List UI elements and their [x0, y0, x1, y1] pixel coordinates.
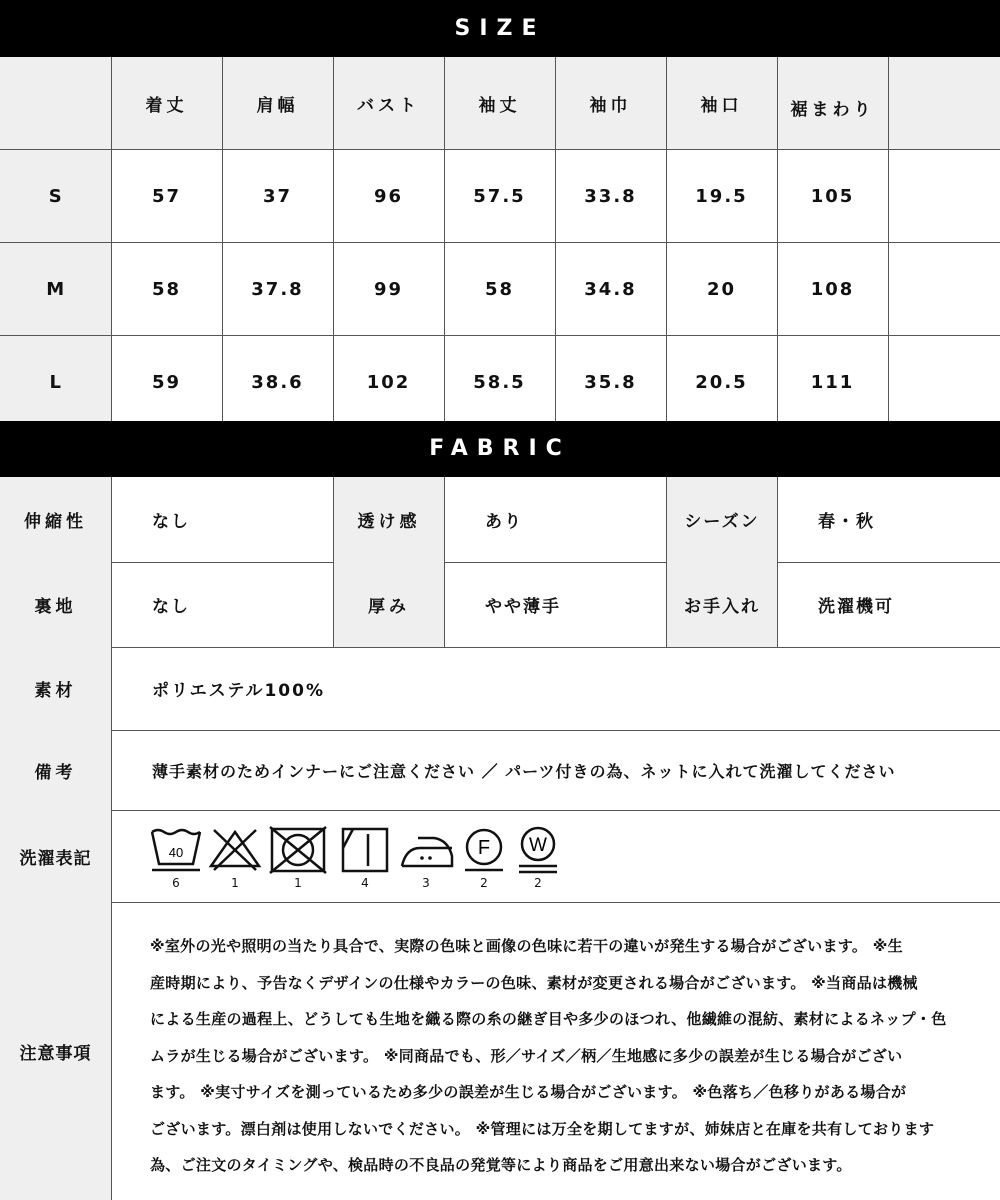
- notes-line: による生産の過程上、どうしても生地を織る際の糸の継ぎ目や多少のほつれ、他繊維の混紡、素材によるネップ・色: [150, 1010, 947, 1028]
- wash-label: 洗濯表記: [0, 810, 112, 902]
- table-cell: 19.5: [666, 150, 777, 243]
- stretch-value: なし: [112, 477, 334, 562]
- column-header: 着丈: [111, 57, 222, 150]
- wetclean-w-icon: [514, 826, 562, 874]
- notes-line: 為、ご注文のタイミングや、検品時の不良品の発覚等により商品をご用意出来ない場合がございます。: [150, 1156, 852, 1174]
- table-cell: 102: [333, 336, 444, 429]
- table-cell: 57.5: [444, 150, 555, 243]
- washtub-40-icon: [150, 826, 202, 874]
- notes-line: ※室外の光や照明の当たり具合で、実際の色味と画像の色味に若干の違いが発生する場合がございます。 ※生: [150, 937, 903, 955]
- empty-header-cell: [888, 57, 1000, 150]
- notes-line: 産時期により、予告なくデザインの仕様やカラーの色味、素材が変更される場合がございます。 ※当商品は機械: [150, 973, 918, 992]
- column-header: バスト: [333, 57, 444, 150]
- care-code: 3: [422, 876, 430, 890]
- empty-cell: [888, 150, 1000, 243]
- table-cell: 99: [333, 243, 444, 336]
- table-cell: 59: [111, 336, 222, 429]
- table-cell: 96: [333, 150, 444, 243]
- table-cell: 37: [222, 150, 333, 243]
- size-table: [0, 57, 1000, 429]
- notes-line: ございます。漂白剤は使用しないでください。 ※管理には万全を期してますが、姉妹店と在庫を共有しております: [150, 1119, 935, 1138]
- row-label: L: [0, 336, 111, 429]
- table-cell: 38.6: [222, 336, 333, 429]
- column-header: 裾まわり: [777, 57, 888, 150]
- sheer-value: あり: [445, 477, 667, 562]
- svg-text:W: W: [529, 835, 547, 856]
- empty-cell: [888, 243, 1000, 336]
- care-code: 2: [534, 876, 542, 890]
- fabric-row-details: [0, 562, 1000, 648]
- care-code: 1: [294, 876, 302, 890]
- table-row: [0, 336, 1000, 429]
- notes-line: ます。 ※実寸サイズを測っているため多少の誤差が生じる場合がございます。 ※色落ち／色移りがある場合が: [150, 1083, 907, 1101]
- table-cell: 20.5: [666, 336, 777, 429]
- notes-label: 注意事項: [0, 902, 112, 1200]
- notes-line: ムラが生じる場合がございます。 ※同商品でも、形／サイズ／柄／生地感に多少の誤差が生じる場合がござい: [150, 1046, 903, 1065]
- table-cell: 37.8: [222, 243, 333, 336]
- size-header-row: [0, 57, 1000, 150]
- care-code: 1: [231, 876, 239, 890]
- season-value: 春・秋: [818, 512, 875, 532]
- table-row: [0, 243, 1000, 336]
- svg-text:F: F: [477, 837, 491, 859]
- column-header: 袖口: [666, 57, 777, 150]
- table-cell: 108: [777, 243, 888, 336]
- table-cell: 35.8: [555, 336, 666, 429]
- sheer-label: 透け感: [334, 477, 445, 562]
- thickness-label: 厚み: [334, 562, 445, 647]
- table-cell: 111: [777, 336, 888, 429]
- column-header: 肩幅: [222, 57, 333, 150]
- fabric-row-remarks: [0, 730, 1000, 811]
- empty-cell: [888, 336, 1000, 429]
- care-code: 6: [172, 876, 180, 890]
- size-corner-cell: [0, 57, 111, 150]
- no-bleach-icon: [208, 826, 262, 874]
- table-cell: 34.8: [555, 243, 666, 336]
- fabric-section-header: FABRIC: [0, 421, 1000, 477]
- remarks-value: 薄手素材のためインナーにご注意ください ／ パーツ付きの為、ネットに入れて洗濯してください: [152, 761, 896, 781]
- table-cell: 20: [666, 243, 777, 336]
- care-label: お手入れ: [667, 562, 778, 647]
- stretch-label: 伸縮性: [0, 477, 112, 562]
- row-label: S: [0, 150, 111, 243]
- column-header: 袖巾: [555, 57, 666, 150]
- material-value: ポリエステル100%: [152, 681, 325, 701]
- care-value: 洗濯機可: [818, 597, 894, 617]
- line-dry-icon: [340, 826, 390, 874]
- table-cell: 33.8: [555, 150, 666, 243]
- svg-text:40: 40: [168, 845, 184, 860]
- season-label: シーズン: [667, 477, 778, 562]
- material-label: 素材: [0, 647, 112, 730]
- fabric-row-material: [0, 647, 1000, 731]
- table-cell: 105: [777, 150, 888, 243]
- dryclean-f-icon: [460, 826, 508, 874]
- iron-low-icon: [398, 826, 456, 874]
- size-section-header: SIZE: [0, 0, 1000, 57]
- lining-value: なし: [112, 562, 334, 647]
- fabric-row-properties: [0, 477, 1000, 563]
- table-cell: 58: [444, 243, 555, 336]
- notes-text: [150, 928, 970, 1184]
- no-tumble-dry-icon: [268, 826, 328, 874]
- table-cell: 57: [111, 150, 222, 243]
- table-row: [0, 150, 1000, 243]
- care-code: 2: [480, 876, 488, 890]
- remarks-label: 備考: [0, 730, 112, 810]
- column-header: 袖丈: [444, 57, 555, 150]
- care-code: 4: [361, 876, 369, 890]
- thickness-value: やや薄手: [445, 562, 667, 647]
- table-cell: 58.5: [444, 336, 555, 429]
- table-cell: 58: [111, 243, 222, 336]
- row-label: M: [0, 243, 111, 336]
- lining-label: 裏地: [0, 562, 112, 647]
